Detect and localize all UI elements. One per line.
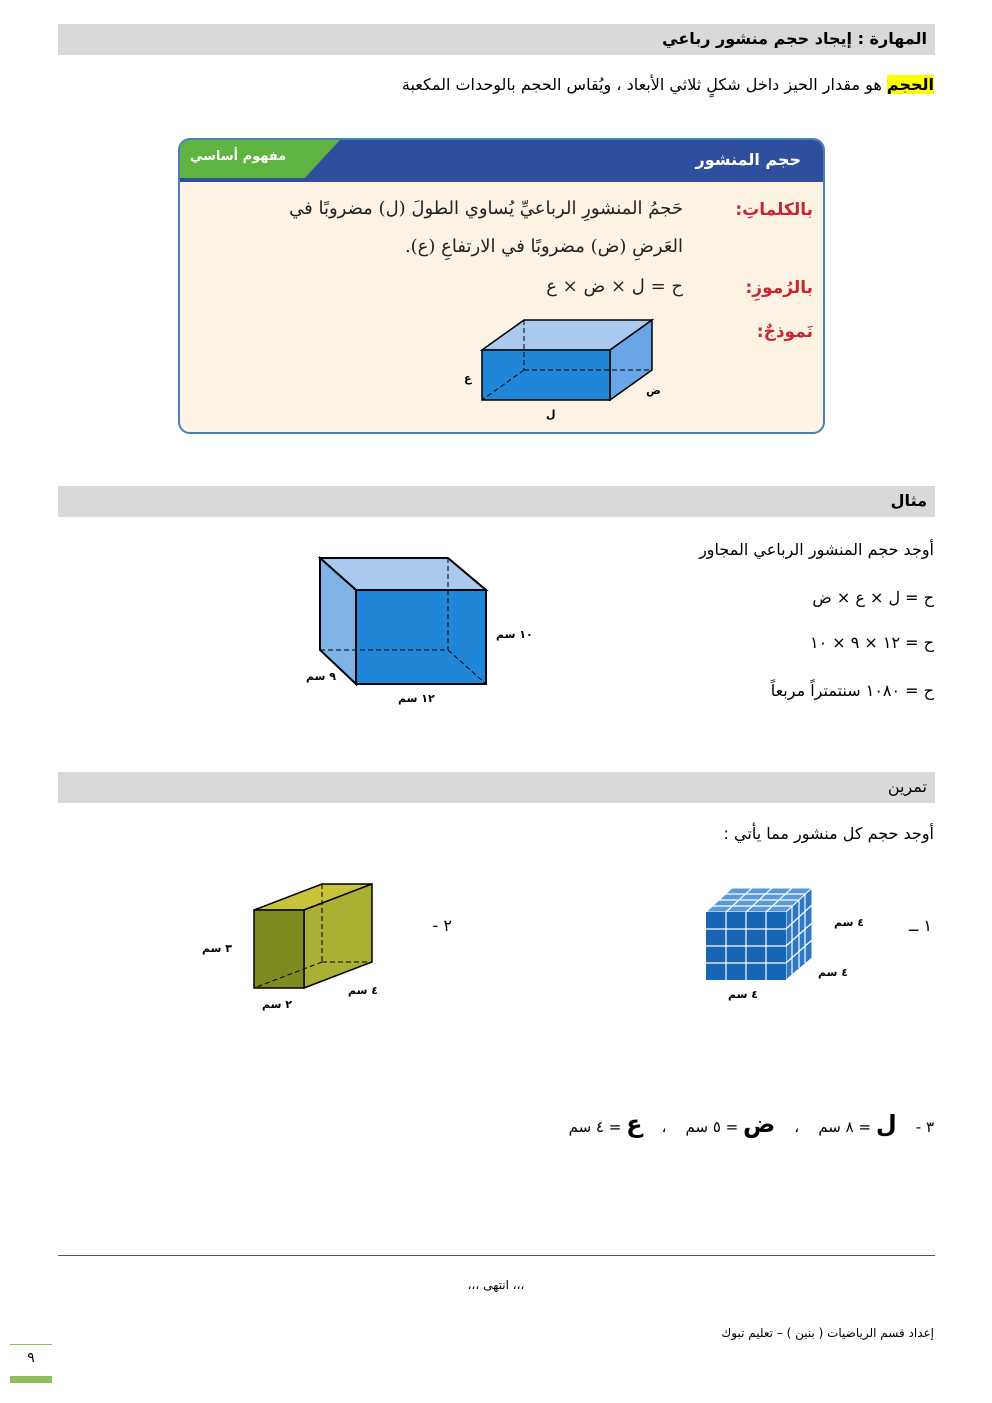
q3-separator-2: ، [661, 1118, 667, 1136]
example-dim-height: ١٠ سم [496, 628, 533, 641]
example-step-2: ح = ١٢ × ٩ × ١٠ [809, 633, 934, 652]
q3-number: ٣ - [915, 1118, 934, 1136]
concept-tag-text: مفهوم أساسي [190, 149, 287, 164]
page-number-top-rule [10, 1344, 52, 1345]
end-note: ،،، انتهى ،،، [467, 1278, 525, 1292]
footer-divider [58, 1255, 935, 1256]
practice-prompt: أوجد حجم كل منشور مما يأتي : [723, 824, 934, 843]
words-line-1: حَجمُ المنشورِ الرباعيِّ يُساوي الطولَ (ل) مضروبًا في [289, 198, 683, 219]
page-number-bar [10, 1376, 52, 1383]
q3-width-value: = ٥ سم [685, 1118, 739, 1136]
model-prism-figure [470, 316, 670, 412]
key-concept-box [178, 138, 825, 434]
model-label: نَموذجٌ: [756, 322, 813, 342]
q1-number: ١ ــ [908, 916, 932, 935]
skill-header-bar [58, 24, 935, 55]
q1-dim-length: ٤ سم [728, 988, 758, 1001]
q2-dim-length: ٢ سم [262, 998, 292, 1011]
q1-dim-width: ٤ سم [818, 966, 848, 979]
q1-dim-height: ٤ سم [834, 916, 864, 929]
concept-title: حجم المنشور [695, 150, 801, 169]
q3-width-symbol: ض [743, 1110, 776, 1138]
practice-header-bar [58, 772, 935, 803]
practice-heading: تمرين [887, 777, 927, 796]
page-number: ٩ [27, 1350, 35, 1366]
q3-length-symbol: ل [875, 1110, 897, 1138]
definition [402, 75, 934, 94]
skill-title: المهارة : إيجاد حجم منشور رباعي [662, 29, 927, 48]
definition-term: الحجم [886, 75, 934, 94]
example-prism-figure [318, 556, 490, 688]
q2-dim-width: ٤ سم [348, 984, 378, 997]
q3-height-symbol: ع [626, 1110, 643, 1138]
example-header-bar [58, 486, 935, 517]
symbols-label: بالرُموزِ: [745, 278, 813, 298]
model-dim-length: ل [546, 408, 556, 421]
q2-prism-figure [252, 882, 376, 992]
credit-line: إعداد قسم الرياضيات ( بنين ) – تعليم تبوك [721, 1326, 934, 1340]
example-dim-width: ٩ سم [306, 670, 336, 683]
q1-cube-figure [704, 886, 816, 982]
q3-height-value: = ٤ سم [568, 1118, 622, 1136]
example-step-3: ح = ١٠٨٠ سنتمتراً مربعاً [770, 681, 934, 700]
words-label: بالكلماتِ: [735, 200, 813, 220]
concept-header [180, 140, 823, 182]
words-line-2: العَرضِ (ض) مضروبًا في الارتفاعِ (ع). [404, 236, 683, 257]
model-dim-width: ض [646, 384, 661, 397]
symbols-formula: ح = ل × ض × ع [546, 276, 683, 297]
q3-row [569, 1110, 934, 1138]
example-prompt: أوجد حجم المنشور الرباعي المجاور [699, 540, 934, 559]
example-step-1: ح = ل × ع × ض [812, 588, 934, 607]
example-dim-length: ١٢ سم [398, 692, 435, 705]
q3-length-value: = ٨ سم [818, 1118, 872, 1136]
definition-text: هو مقدار الحيز داخل شكلٍ ثلاثي الأبعاد ، ويُقاس الحجم بالوحدات المكعبة [401, 75, 887, 94]
model-dim-height: ع [464, 372, 472, 385]
example-heading: مثال [890, 491, 927, 510]
q2-number: ٢ - [432, 916, 452, 935]
q3-separator-1: ، [794, 1118, 800, 1136]
q2-dim-height: ٣ سم [202, 942, 232, 955]
